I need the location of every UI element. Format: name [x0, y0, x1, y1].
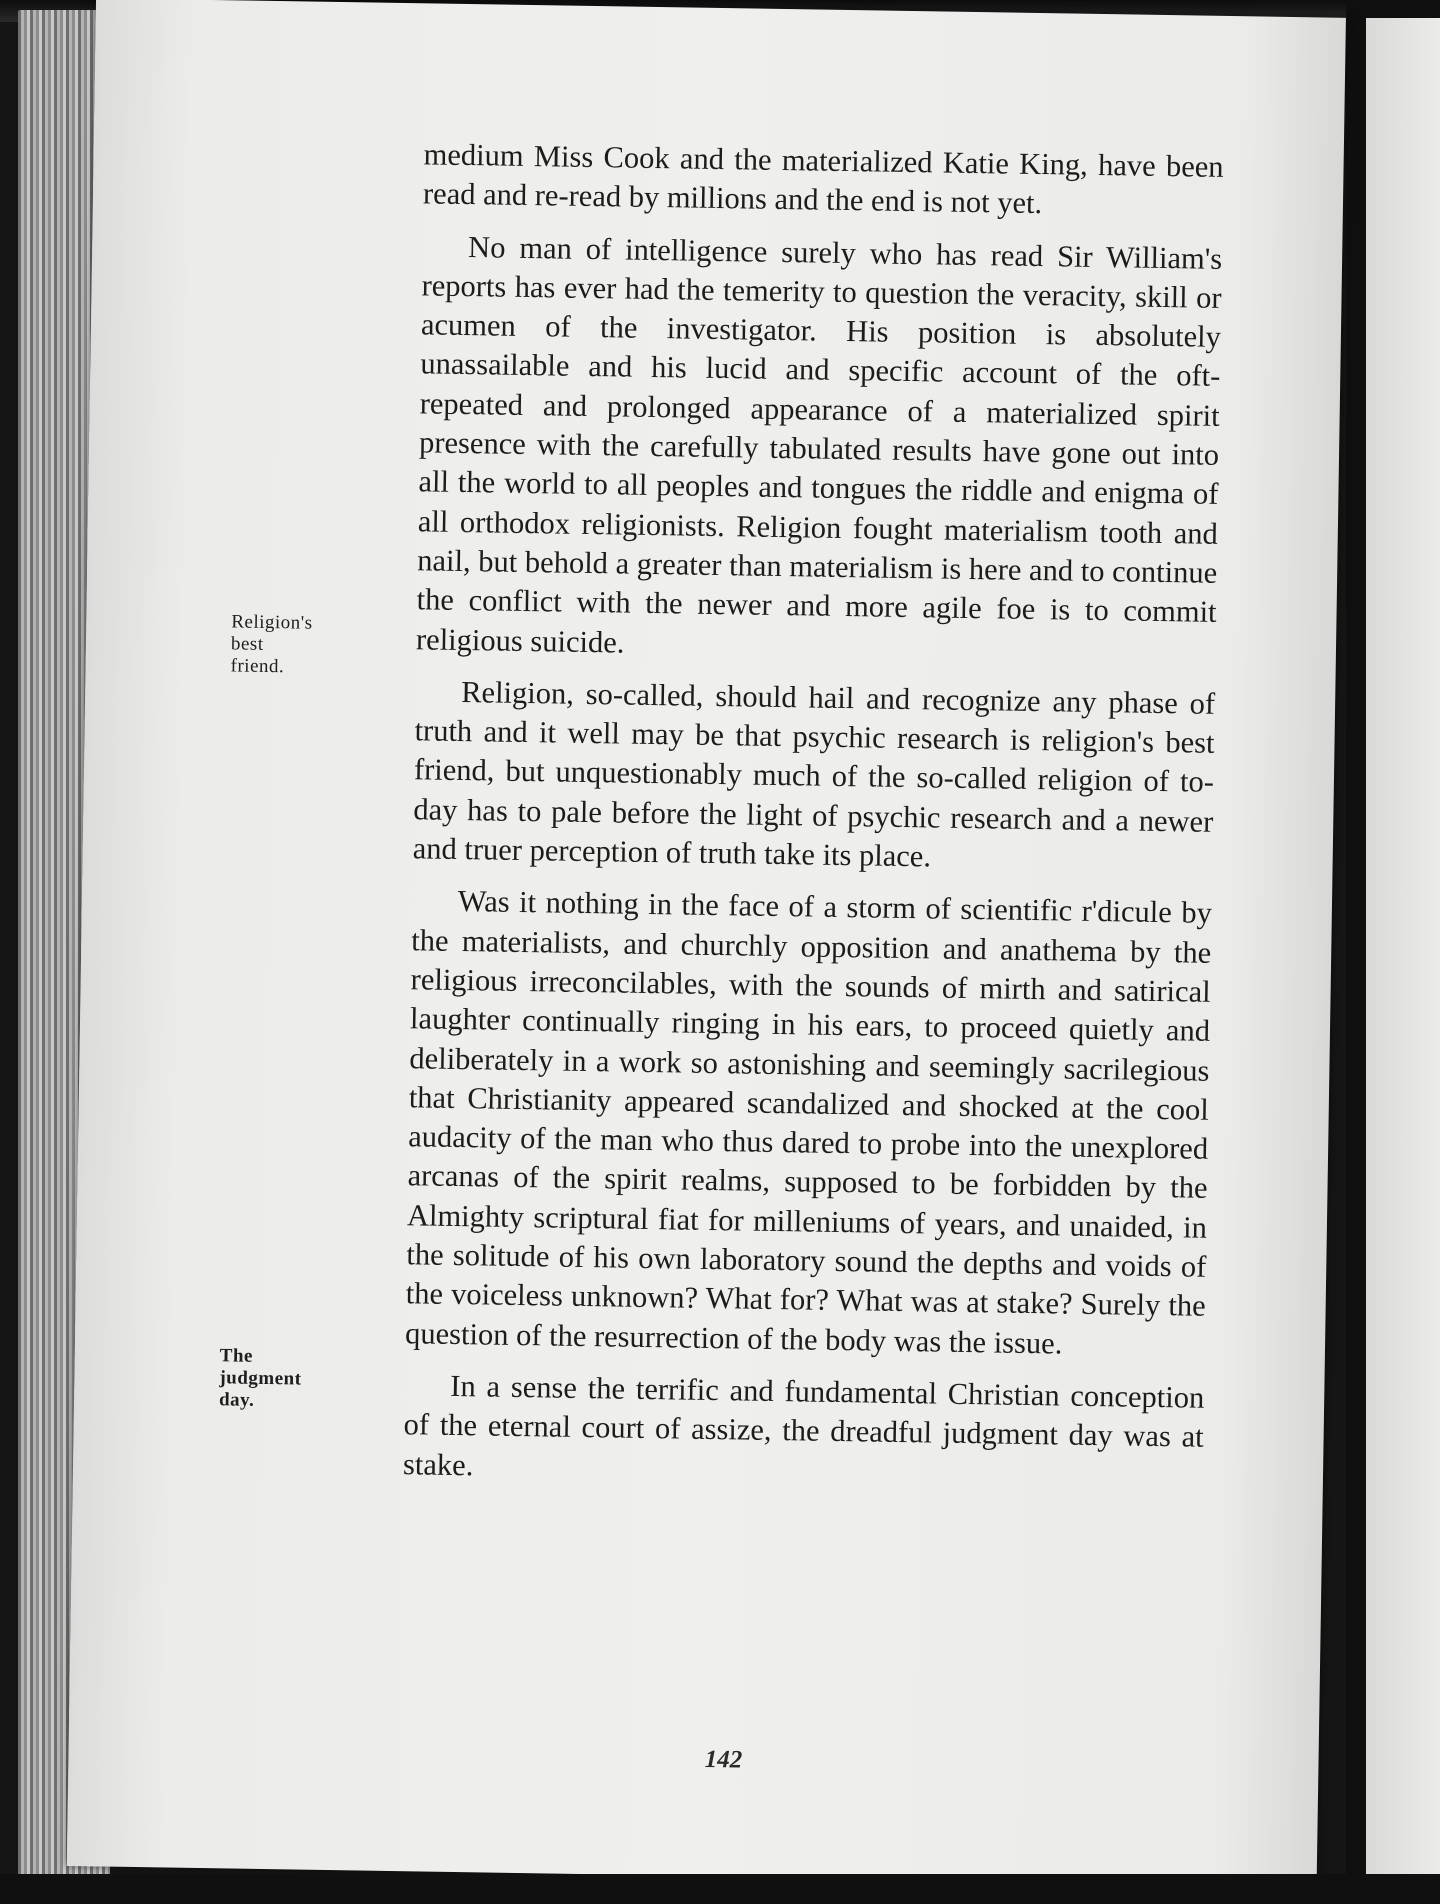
- next-page-edge: [1366, 18, 1440, 1878]
- paragraph: Religion, so-called, should hail and recognize any phase of truth and it well may be that psychic research is religion's best friend, but unquestionably much of the so-called religion of to-day has to pale before the light of psychic research and a newer and truer perception of truth take its place.: [412, 674, 1216, 874]
- margin-note-judgment-day: [219, 1345, 360, 1413]
- paragraph: Was it nothing in the face of a storm of scientific r'dicule by the materialists, and churchly opposition and anathema by the religious irreconcilables, with the sounds of mirth and satirical laughter continually ringing in his ears, to proceed quietly and deliberately in a work so astonishing and seemingly sacrilegious that Christianity appeared scandalized and shocked at the cool audacity of the man who thus dared to probe into the unexplored arcanas of the spirit realms, supposed to be forbidden by the Almighty scriptural fiat for milleniums of years, and unaided, in the solitude of his own laboratory sound the depths and voids of the voiceless unknown? What for? What was at stake? Surely the question of the resurrection of the body was the issue.: [404, 884, 1213, 1361]
- paragraph: medium Miss Cook and the materialized Katie King, have been read and re-read by millions and the end is not yet.: [422, 137, 1224, 221]
- margin-note-line: The: [219, 1345, 254, 1367]
- book-page: [67, 0, 1346, 1886]
- body-text: [403, 135, 1224, 1509]
- margin-note-line: best: [230, 633, 264, 655]
- margin-note-line: day.: [218, 1389, 255, 1411]
- paragraph: In a sense the terrific and fundamental Christian conception of the eternal court of assize, the dreadful judgment day was at stake.: [402, 1368, 1205, 1482]
- margin-note-line: friend.: [230, 655, 285, 678]
- margin-note-religions-best-friend: [230, 611, 371, 679]
- margin-note-line: judgment: [219, 1367, 302, 1390]
- scan-bottom-border: [0, 1874, 1440, 1904]
- page-number: 142: [704, 1745, 743, 1774]
- paragraph: No man of intelligence surely who has read Sir William's reports has ever had the temerity to question the veracity, skill or acumen of the investigator. His position is absolutely unassailable and his lucid and specific account of the oft-repeated and prolonged appearance of a materialized spirit presence with the carefully tabulated results have gone out into all the world to all peoples and tongues the riddle and enigma of all orthodox religionists. Religion fought materialism tooth and nail, but behold a greater than materialism is here and to continue the conflict with the newer and more agile foe is to commit religious suicide.: [415, 229, 1223, 660]
- margin-note-line: Religion's: [231, 611, 313, 634]
